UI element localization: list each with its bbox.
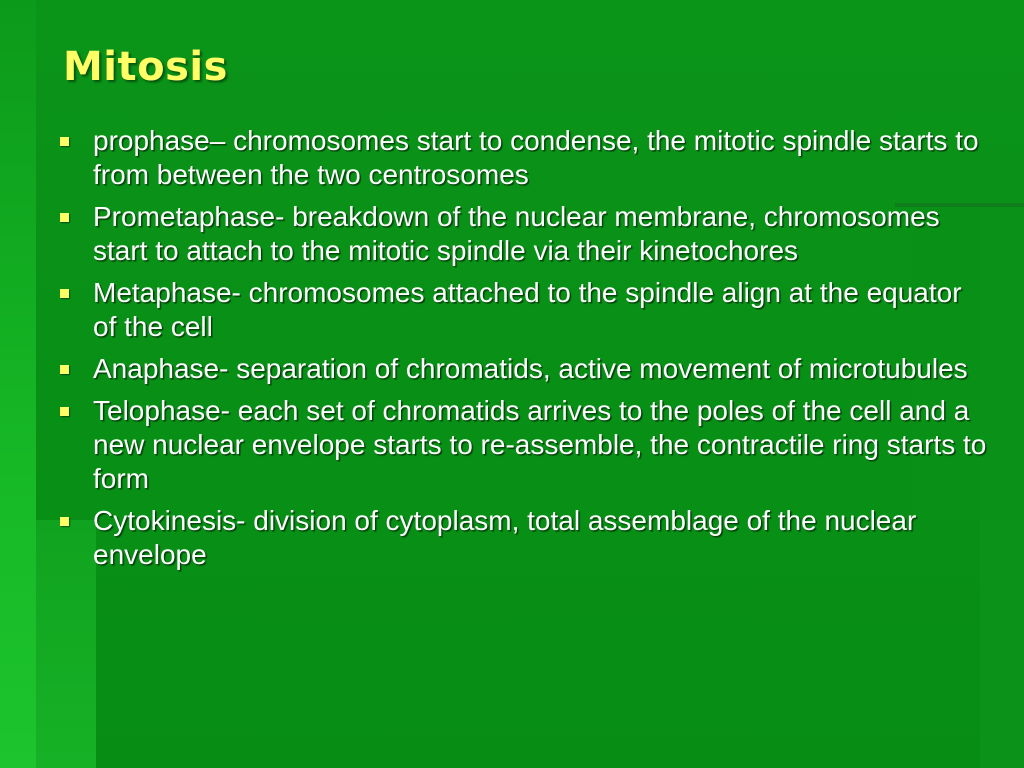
square-bullet-icon	[60, 407, 69, 416]
square-bullet-icon	[60, 517, 69, 526]
slide-title: Mitosis	[63, 44, 228, 90]
bullet-item	[60, 276, 990, 344]
bullet-text: Metaphase- chromosomes attached to the spindle align at the equator of the cell	[93, 277, 962, 342]
bullet-item	[60, 504, 990, 572]
bullet-text: Anaphase- separation of chromatids, active movement of microtubules	[93, 353, 968, 384]
square-bullet-icon	[60, 213, 69, 222]
bullet-list	[60, 124, 990, 580]
square-bullet-icon	[60, 289, 69, 298]
bullet-item	[60, 394, 990, 496]
bullet-item	[60, 200, 990, 268]
square-bullet-icon	[60, 137, 69, 146]
bullet-text: Cytokinesis- division of cytoplasm, total assemblage of the nuclear envelope	[93, 505, 917, 570]
bullet-text: prophase– chromosomes start to condense, the mitotic spindle starts to from between the two centrosomes	[93, 125, 979, 190]
background-left-strip	[0, 0, 36, 768]
bullet-item	[60, 124, 990, 192]
square-bullet-icon	[60, 365, 69, 374]
bullet-text: Prometaphase- breakdown of the nuclear membrane, chromosomes start to attach to the mitotic spindle via their kinetochores	[93, 201, 940, 266]
bullet-item	[60, 352, 990, 386]
bullet-text: Telophase- each set of chromatids arrives to the poles of the cell and a new nuclear envelope starts to re-assemble, the contractile ring starts to form	[93, 395, 987, 494]
